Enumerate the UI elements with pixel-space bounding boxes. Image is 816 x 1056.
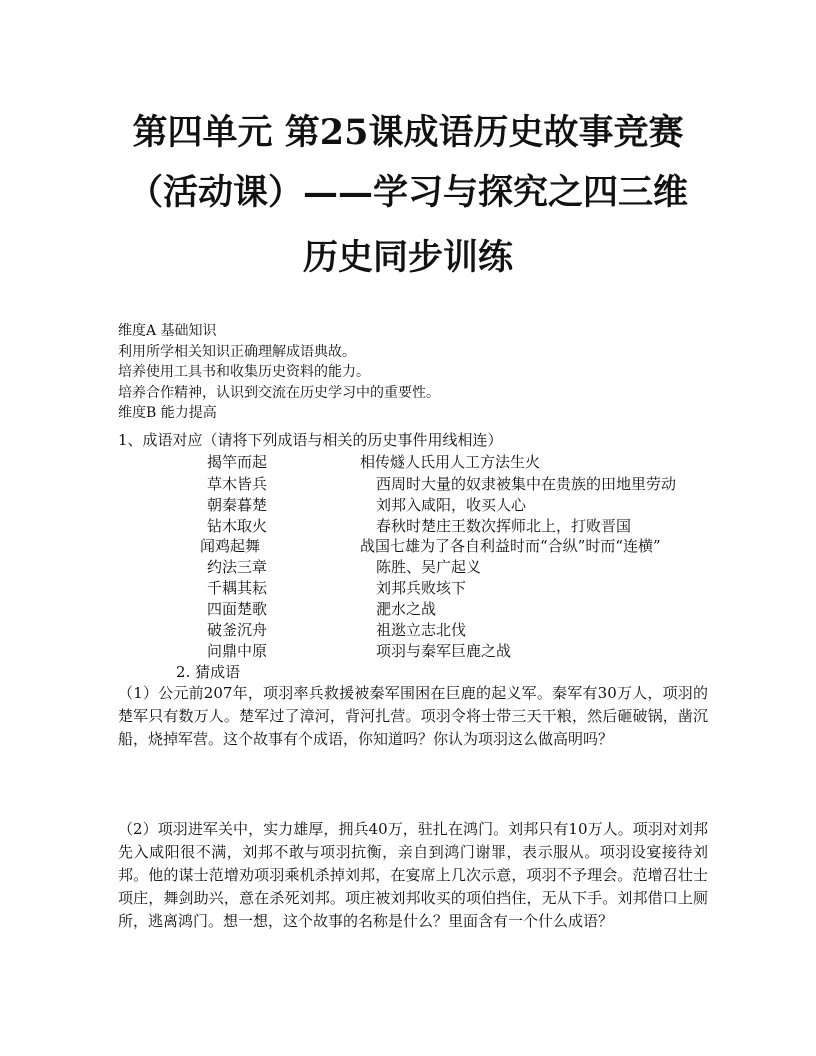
event-item: 春秋时楚庄王数次挥师北上，打败晋国 — [376, 517, 632, 535]
question-2-part-2: （2）项羽进军关中，实力雄厚，拥兵40万，驻扎在鸿门。刘邦只有10万人。项羽对刘邦先入咸阳很不满，刘邦不敢与项羽抗衡，亲自到鸿门谢罪，表示服从。项羽设宴接待刘邦。他的谋士范增劝项羽乘机杀掉刘邦，在宴席上几次示意，项羽不予理会。范增召壮士项庄，舞剑助兴，意在杀死刘邦。项庄被刘邦收买的项伯挡住，无从下手。刘邦借口上厕所，逃离鸿门。想一想，这个故事的名称是什么？里面含有一个什么成语？ — [118, 820, 708, 930]
objective-line: 利用所学相关知识正确理解成语典故。 — [118, 344, 356, 360]
idiom-item: 破釜沉舟 — [207, 621, 268, 639]
dimension-a-heading: 维度A 基础知识 — [118, 323, 217, 339]
idiom-item: 千耦其耘 — [207, 579, 268, 597]
event-item: 项羽与秦军巨鹿之战 — [376, 642, 512, 660]
question-1-heading: 1、成语对应（请将下列成语与相关的历史事件用线相连） — [118, 431, 503, 449]
page-title-line-1: 第四单元 第25课成语历史故事竞赛 — [132, 112, 684, 153]
event-item: 刘邦兵败垓下 — [376, 579, 467, 597]
event-item: 西周时大量的奴隶被集中在贵族的田地里劳动 — [376, 475, 677, 493]
idiom-item: 揭竿而起 — [207, 453, 268, 471]
idiom-item: 问鼎中原 — [207, 642, 268, 660]
idiom-item: 朝秦暮楚 — [207, 496, 268, 514]
event-item: 刘邦入咸阳，收买人心 — [376, 496, 527, 514]
objective-line: 培养使用工具书和收集历史资料的能力。 — [118, 364, 370, 380]
page-title-line-3: 历史同步训练 — [302, 237, 513, 278]
question-2-heading: 2. 猜成语 — [176, 663, 241, 681]
event-item: 陈胜、吴广起义 — [376, 558, 482, 576]
idiom-item: 约法三章 — [207, 558, 268, 576]
question-2-part-1: （1）公元前207年，项羽率兵救援被秦军围困在巨鹿的起义军。秦军有30万人，项羽的楚军只有数万人。楚军过了漳河，背河扎营。项羽令将士带三天干粮，然后砸破锅，凿沉船，烧掉军营。这个故事有个成语，你知道吗？你认为项羽这么做高明吗？ — [118, 684, 708, 748]
objective-line: 培养合作精神，认识到交流在历史学习中的重要性。 — [118, 385, 440, 401]
event-item: 淝水之战 — [376, 600, 437, 618]
dimension-b-heading: 维度B 能力提高 — [118, 405, 217, 421]
event-item: 战国七雄为了各自利益时而“合纵”时而“连横” — [360, 537, 661, 555]
event-item: 相传燧人氏用人工方法生火 — [360, 453, 541, 471]
idiom-item: 钻木取火 — [207, 517, 268, 535]
page-title-line-2: （活动课）——学习与探究之四三维 — [127, 172, 688, 213]
idiom-item: 草木皆兵 — [207, 475, 268, 493]
idiom-item: 四面楚歌 — [207, 600, 268, 618]
idiom-item: 闻鸡起舞 — [200, 537, 261, 555]
event-item: 祖逖立志北伐 — [376, 621, 467, 639]
